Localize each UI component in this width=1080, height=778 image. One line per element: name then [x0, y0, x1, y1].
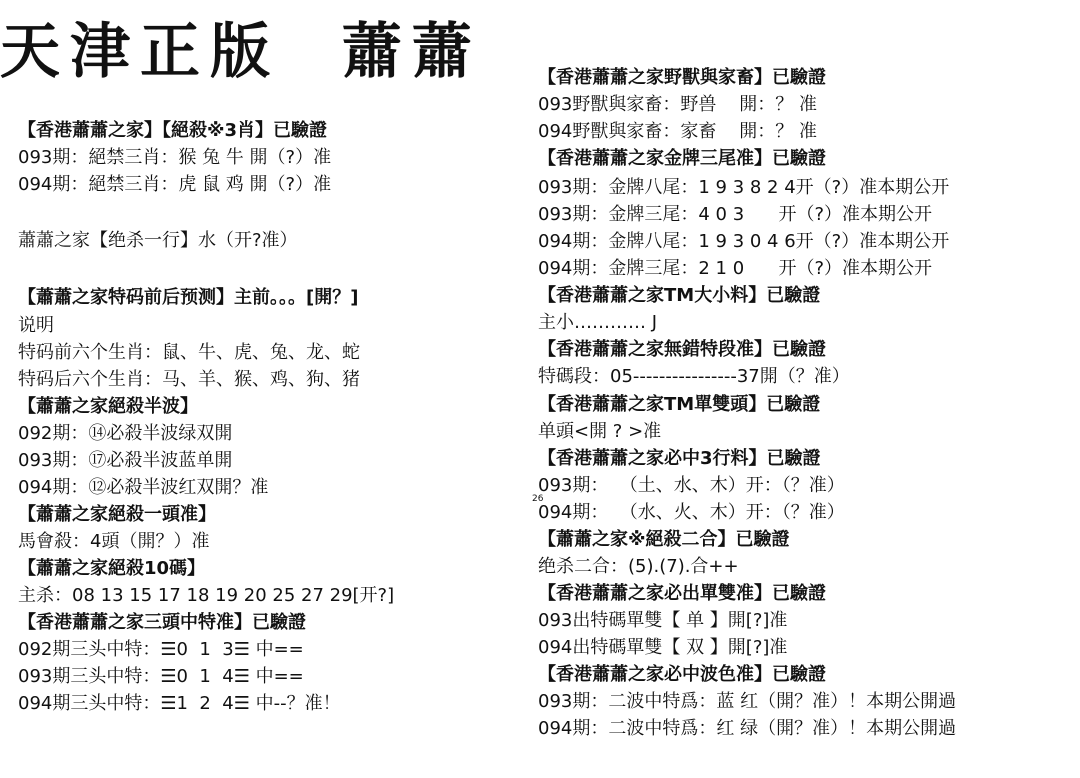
text-line: 特碼段：05----------------37開（？准） — [538, 366, 850, 387]
section-heading: 【香港蕭蕭之家必中3行料】已驗證 — [538, 448, 821, 469]
text-line: 094期三头中特：☰1 2 4☰ 中--？准！ — [18, 693, 341, 714]
text-line: 093期：⑰必殺半波蓝单開 — [18, 450, 233, 471]
section-heading: 【香港蕭蕭之家無錯特段准】已驗證 — [538, 339, 826, 360]
text-line: 093期：二波中特爲：蓝 红（開？准）！本期公開過 — [538, 691, 957, 712]
section-heading: 【香港蕭蕭之家TM單雙頭】已驗證 — [538, 394, 821, 415]
text-line: 093出特碼單雙【 单 】開[?]准 — [538, 610, 788, 631]
text-line: 单頭<開 ? >准 — [538, 421, 662, 442]
page-number: 26 — [532, 494, 544, 504]
section-heading: 【香港蕭蕭之家TM大小料】已驗證 — [538, 285, 821, 306]
section-heading: 【香港蕭蕭之家三頭中特准】已驗證 — [18, 612, 306, 633]
section-heading: 【香港蕭蕭之家野獸與家畜】已驗證 — [538, 67, 826, 88]
section-heading: 【香港蕭蕭之家必出單雙准】已驗證 — [538, 583, 826, 604]
text-line: 馬會殺：4頭（開？）准 — [18, 531, 210, 552]
text-line: 主杀：08 13 15 17 18 19 20 25 27 29[开?] — [18, 585, 395, 606]
text-line: 092期三头中特：☰0 1 3☰ 中== — [18, 639, 304, 660]
section-heading: 【香港蕭蕭之家】【絕殺※3肖】已驗證 — [18, 120, 328, 141]
text-line: 093期：絕禁三肖：猴 兔 牛 開（?）准 — [18, 147, 332, 168]
section-heading: 【蕭蕭之家絕殺半波】 — [18, 396, 198, 417]
text-line: 094期：二波中特爲：红 绿（開？准）！本期公開過 — [538, 718, 957, 739]
text-line: 094出特碼單雙【 双 】開[?]准 — [538, 637, 788, 658]
text-line: 093期三头中特：☰0 1 4☰ 中== — [18, 666, 304, 687]
text-line: 094期：金牌三尾：2 1 0 开（?）准本期公开 — [538, 258, 933, 279]
text-line: 094野獸與家畜：家畜 開：？ 准 — [538, 121, 817, 142]
section-heading: 【蕭蕭之家絕殺一頭准】 — [18, 504, 216, 525]
text-line: 094期： （水、火、木）开：（？准） — [538, 502, 845, 523]
section-heading: 【蕭蕭之家絕殺10碼】 — [18, 558, 206, 579]
text-line: 说明 — [18, 315, 54, 336]
text-line: 094期：⑫必殺半波红双開？准 — [18, 477, 269, 498]
text-line: 蕭蕭之家【绝杀一行】水（开?准） — [18, 230, 298, 251]
page-title: 天津正版 蕭蕭 — [0, 17, 482, 87]
text-line: 特码后六个生肖：马、羊、猴、鸡、狗、猪 — [18, 369, 360, 390]
text-line: 主小………… J — [538, 312, 658, 333]
section-heading: 【香港蕭蕭之家必中波色准】已驗證 — [538, 664, 826, 685]
section-heading: 【香港蕭蕭之家金牌三尾准】已驗證 — [538, 148, 826, 169]
text-line: 特码前六个生肖：鼠、牛、虎、兔、龙、蛇 — [18, 342, 360, 363]
text-line: 094期：絕禁三肖：虎 鼠 鸡 開（?）准 — [18, 174, 332, 195]
section-heading: 【蕭蕭之家特码前后预测】主前。。。[開？] — [18, 287, 359, 308]
section-heading: 【蕭蕭之家※絕殺二合】已驗證 — [538, 529, 790, 550]
text-line: 093期： （土、水、木）开：（？准） — [538, 475, 845, 496]
text-line: 094期：金牌八尾：1 9 3 0 4 6开（?）准本期公开 — [538, 231, 950, 252]
text-line: 093期：金牌八尾：1 9 3 8 2 4开（?）准本期公开 — [538, 177, 950, 198]
text-line: 093野獸與家畜：野兽 開：？ 准 — [538, 94, 817, 115]
text-line: 093期：金牌三尾：4 0 3 开（?）准本期公开 — [538, 204, 933, 225]
text-line: 绝杀二合：(5).(7).合++ — [538, 556, 739, 577]
text-line: 092期：⑭必殺半波绿双開 — [18, 423, 233, 444]
